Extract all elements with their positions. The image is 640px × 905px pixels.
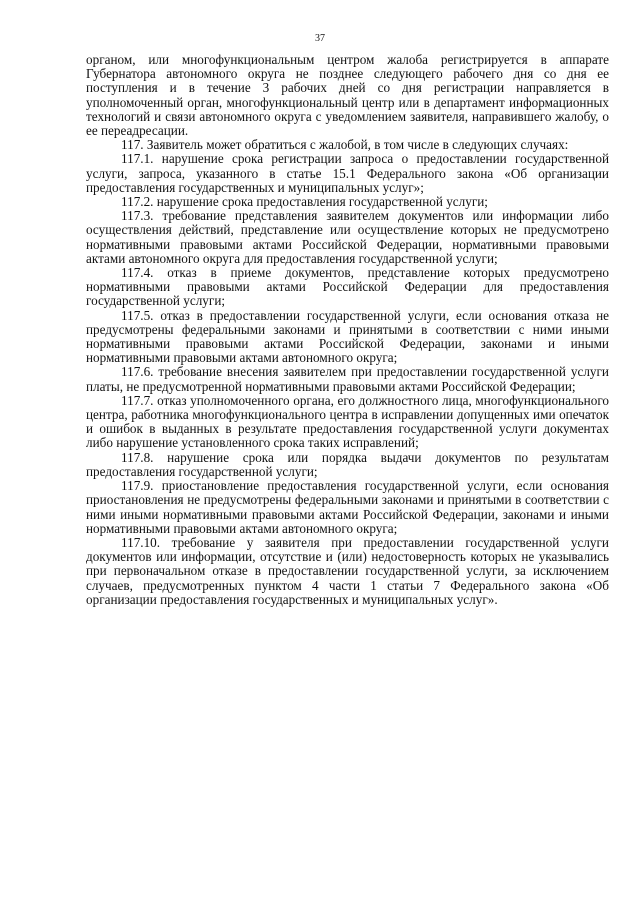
paragraph-117-1: 117.1. нарушение срока регистрации запроса о предоставлении государственной услуги, запроса, указанного в статье 15.1 Федерального закона «Об организации предоставления государственных и муниципальных услуг»; — [86, 151, 609, 195]
paragraph-117-4: 117.4. отказ в приеме документов, представление которых предусмотрено нормативными правовыми актами Российской Федерации для предоставления государственной услуги; — [86, 265, 609, 309]
paragraph-117-7: 117.7. отказ уполномоченного органа, его должностного лица, многофункционального центра, работника многофункционального центра в исправлении допущенных ими опечаток и ошибок в выданных в результате предоставления государственной услуги документах либо нарушение установленного срока таких исправлений; — [86, 392, 609, 451]
paragraph-117-10: 117.10. требование у заявителя при предоставлении государственной услуги документов или информации, отсутствие и (или) недостоверность которых не указывались при первоначальном отказе в предоставлении государственной услуги, за исключением случаев, предусмотренных пунктом 4 части 1 статьи 7 Федерального закона «Об организации предоставления государственных и муниципальных услуг». — [86, 534, 609, 607]
paragraph-117-2: 117.2. нарушение срока предоставления государственной услуги; — [121, 194, 488, 210]
paragraph-117-3: 117.3. требование представления заявителем документов или информации либо осуществления действий, представление или осуществление которых не предусмотрено нормативными правовыми актами Российской Федерации, нормативными правовыми актами автономного округа для предоставления государственной услуги; — [86, 208, 609, 266]
paragraph-117-6: 117.6. требование внесения заявителем при предоставлении государственной услуги платы, не предусмотренной нормативными правовыми актами Российской Федерации; — [86, 364, 609, 394]
paragraph-117: 117. Заявитель может обратиться с жалобой, в том числе в следующих случаях: — [121, 137, 569, 153]
document-body — [86, 53, 609, 607]
paragraph-117-9: 117.9. приостановление предоставления государственной услуги, если основания приостановления не предусмотрены федеральными законами и принятыми в соответствии с ними иными нормативными правовыми актами Российской Федерации, законами и иными нормативными правовыми актами автономного округа; — [86, 478, 609, 536]
paragraph-continuation: органом, или многофункциональным центром жалоба регистрируется в аппарате Губернатора автономного округа не позднее следующего рабочего дня со дня ее поступления и в течение 3 рабочих дней со дня регистрации направляется в уполномоченный орган, многофункциональный центр или в департамент информационных технологий и связи автономного округа с уведомлением заявителя, направившего жалобу, о ее переадресации. — [86, 52, 609, 139]
paragraph-117-8: 117.8. нарушение срока или порядка выдачи документов по результатам предоставления государственной услуги; — [86, 449, 609, 479]
page-number: 37 — [315, 33, 325, 44]
paragraph-117-5: 117.5. отказ в предоставлении государственной услуги, если основания отказа не предусмотрены федеральными законами и принятыми в соответствии с ними иными нормативными правовыми актами Российской Федерации, законами и иными нормативными правовыми актами автономного округа; — [86, 307, 609, 366]
